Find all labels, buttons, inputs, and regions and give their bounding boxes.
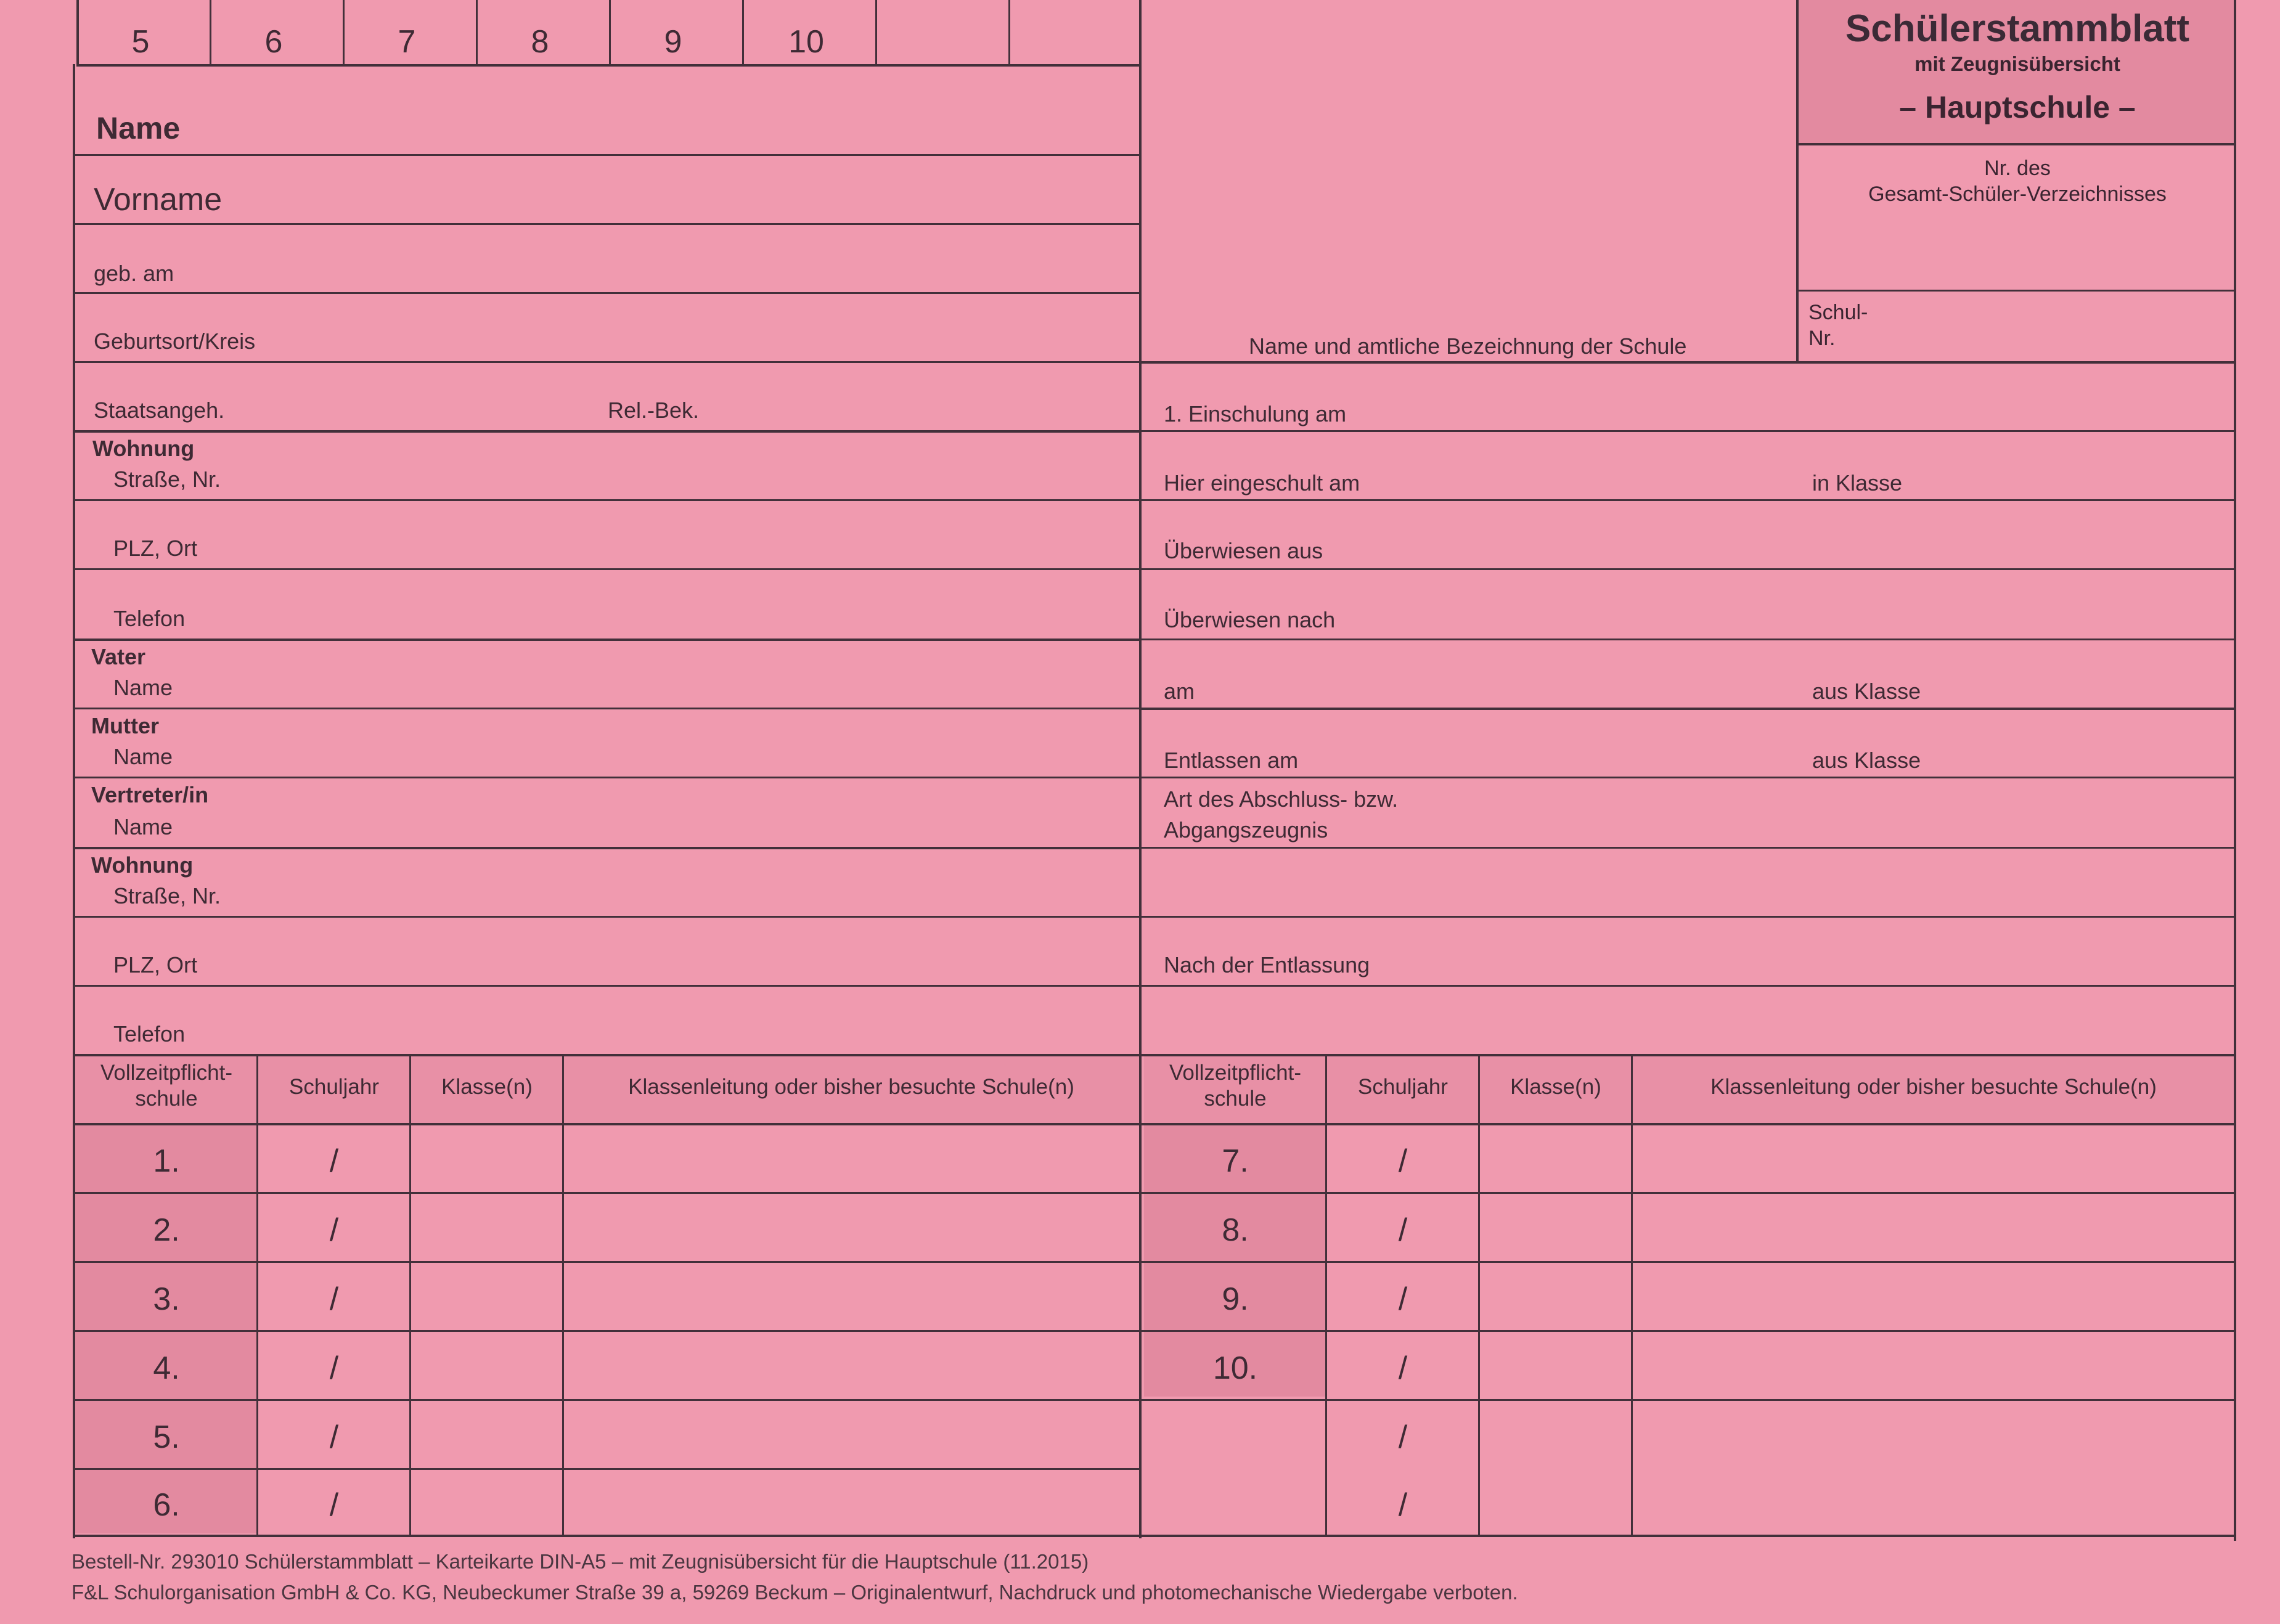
birthplace-field[interactable] [75,295,1139,361]
table-row[interactable] [1144,1402,2235,1468]
birthdate-label: geb. am [94,261,174,286]
first-enrollment-label: 1. Einschulung am [1164,401,1347,426]
grade-cell[interactable]: 8 [531,24,549,60]
guardian-street-label: Straße, Nr. [113,883,221,908]
left-header-vollzeit: Vollzeitpflicht- schule [100,1061,232,1111]
guardian-phone-label: Telefon [113,1021,186,1047]
guardian-name-label: Name [113,814,173,839]
transferred-from-field[interactable] [1142,502,2234,568]
discharged-class-label: aus Klasse [1812,748,1921,773]
father-heading: Vater [91,644,146,669]
schuljahr-slash: / [329,1487,339,1523]
vorname-field[interactable] [75,157,1139,223]
name-label: Name [96,111,181,145]
row-number: 9. [1222,1281,1249,1317]
transferred-to-field[interactable] [1142,571,2234,639]
religion-field[interactable] [605,364,1139,430]
table-row[interactable] [75,1332,1139,1399]
after-discharge-label: Nach der Entlassung [1164,952,1370,977]
table-row[interactable] [1144,1471,2235,1535]
transferred-from-label: Überwiesen aus [1164,538,1323,563]
right-header-vollzeit: Vollzeitpflicht- schule [1169,1061,1301,1111]
left-header-leitung: Klassenleitung oder bisher besuchte Schule(n) [628,1075,1074,1099]
from-class-label: aus Klasse [1812,679,1921,704]
row-number: 5. [153,1419,180,1455]
right-header-leitung: Klassenleitung oder bisher besuchte Schule(n) [1710,1075,2157,1099]
grade-cell[interactable]: 7 [398,24,416,60]
nationality-label: Staatsangeh. [94,398,225,423]
row-number: 8. [1222,1212,1249,1248]
enrolled-here-label: Hier eingeschult am [1164,470,1360,496]
mother-field[interactable] [75,710,1139,777]
mother-name-label: Name [113,744,173,769]
father-name-label: Name [113,675,173,700]
table-row[interactable] [75,1402,1139,1468]
table-row[interactable] [75,1125,1139,1192]
after-discharge-continuation[interactable] [1142,987,2234,1054]
row-number: 3. [153,1281,180,1317]
name-field[interactable] [75,67,1139,154]
guardian-phone-field[interactable] [75,987,1139,1054]
table-row[interactable] [75,1263,1139,1330]
table-row[interactable] [1144,1125,2235,1192]
schuljahr-slash: / [329,1350,339,1386]
school-number-label: Schul- Nr. [1808,301,1868,350]
religion-label: Rel.-Bek. [608,398,700,423]
row-number: 10. [1212,1350,1258,1386]
guardian-plz-field[interactable] [75,918,1139,985]
guardian-heading: Vertreter/in [91,782,209,807]
schuljahr-slash: / [329,1143,339,1179]
table-row[interactable] [75,1194,1139,1261]
right-table [1144,1125,2235,1535]
left-header-klasse: Klasse(n) [441,1075,533,1099]
transferred-to-label: Überwiesen nach [1164,607,1336,632]
grade-cell[interactable]: 9 [664,24,682,60]
table-row[interactable] [1144,1194,2235,1261]
grade-cell[interactable]: 10 [788,24,824,60]
school-type-label: – Hauptschule – [1899,90,2136,124]
nationality-field[interactable] [75,364,605,430]
grade-strip [74,0,1140,67]
school-number-field[interactable] [1874,295,2235,360]
first-enrollment-field[interactable] [1142,364,2234,430]
certificate-type-field[interactable] [1142,779,2234,847]
school-name-field[interactable] [1144,0,1794,361]
footer-order-info: Bestell-Nr. 293010 Schülerstammblatt – Karteikarte DIN-A5 – mit Zeugnisübersicht für die Hauptschule (11.2015) [72,1550,1089,1573]
row-number: 4. [153,1350,180,1386]
right-header-schuljahr: Schuljahr [1358,1075,1448,1099]
after-discharge-field[interactable] [1142,918,2234,985]
in-class-label: in Klasse [1812,470,1903,496]
schuljahr-slash: / [329,1212,339,1248]
row-number: 2. [153,1212,180,1248]
address-plz-field[interactable] [75,502,1139,568]
schuljahr-slash: / [1398,1487,1408,1523]
grade-cell[interactable]: 6 [264,24,283,60]
register-number-label: Nr. des Gesamt-Schüler-Verzeichnisses [1868,157,2167,206]
right-header-klasse: Klasse(n) [1510,1075,1601,1099]
address-street-field[interactable] [75,433,1139,499]
schuljahr-slash: / [329,1419,339,1455]
schuljahr-slash: / [1398,1419,1408,1455]
schuljahr-slash: / [1398,1143,1408,1179]
mother-heading: Mutter [91,713,159,738]
address-heading: Wohnung [92,436,195,461]
guardian-plz-label: PLZ, Ort [113,952,198,977]
row-number: 6. [153,1487,180,1523]
plz-label: PLZ, Ort [113,536,198,561]
street-label: Straße, Nr. [113,467,221,492]
birthdate-field[interactable] [75,226,1139,292]
left-table [75,1125,1139,1535]
father-field[interactable] [75,641,1139,708]
document-subtitle: mit Zeugnisübersicht [1914,52,2120,75]
document-title: Schülerstammblatt [1845,7,2190,50]
enrolled-here-field[interactable] [1142,433,2234,499]
row-number: 7. [1222,1143,1249,1179]
certificate-type-continuation[interactable] [1142,849,2234,916]
footer-publisher-info: F&L Schulorganisation GmbH & Co. KG, Neubeckumer Straße 39 a, 59269 Beckum – Originalentwurf, Nachdruck und photomechanische Wiedergabe verboten. [72,1581,1518,1604]
phone-field[interactable] [75,571,1139,639]
guardian-address-heading: Wohnung [91,852,194,878]
grade-cell[interactable]: 5 [131,24,150,60]
table-row[interactable] [1144,1332,2235,1399]
guardian-street-field[interactable] [75,849,1139,916]
schuljahr-slash: / [329,1281,339,1317]
discharged-label: Entlassen am [1164,748,1299,773]
transfer-date-field[interactable] [1142,641,2234,708]
discharged-field[interactable] [1142,710,2234,777]
schuljahr-slash: / [1398,1281,1408,1317]
table-row[interactable] [1144,1263,2235,1330]
certificate-type-label: Art des Abschluss- bzw. Abgangszeugnis [1164,786,1399,843]
phone-label: Telefon [113,606,186,631]
schuljahr-slash: / [1398,1212,1408,1248]
birthplace-label: Geburtsort/Kreis [94,328,256,354]
vorname-label: Vorname [94,182,223,218]
guardian-field[interactable] [75,779,1139,847]
school-name-label: Name und amtliche Bezeichnung der Schule [1249,333,1687,359]
transfer-date-label: am [1164,679,1195,704]
schuljahr-slash: / [1398,1350,1408,1386]
row-number: 1. [153,1143,180,1179]
register-number-field[interactable] [1800,207,2235,287]
table-row[interactable] [75,1471,1139,1535]
left-header-schuljahr: Schuljahr [289,1075,379,1099]
